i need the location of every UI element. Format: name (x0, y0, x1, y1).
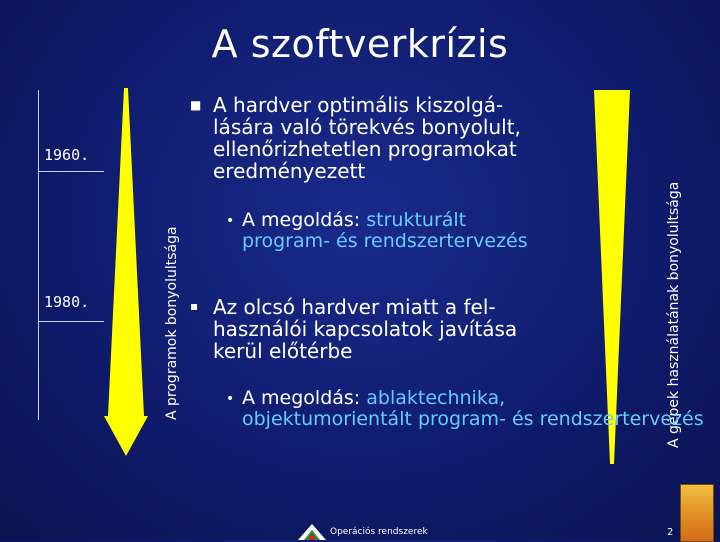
timeline-line (38, 90, 39, 420)
bullet-marker-square: ▪ (190, 299, 199, 313)
sub-bullet-2-prefix: A megoldás: (242, 387, 367, 409)
right-axis-label: A gépek használatának bonyolultsága (666, 181, 682, 448)
footer-text: Operációs rendszerek (330, 527, 428, 537)
bullet-2-text (213, 296, 517, 362)
bullet-1-line: lására való törekvés bonyolult, (213, 115, 521, 139)
bullet-1-line: ellenőrizhetetlen programokat (213, 137, 517, 161)
sub-bullet-2-line: és rendszertervezés (511, 408, 704, 430)
bullet-1-line: A hardver optimális kiszolgá- (213, 93, 504, 117)
sub-bullet-2-line: objektumorientált program- (242, 408, 506, 430)
bullet-2-line: használói kapcsolatok javítása (213, 317, 518, 341)
year-label-1980: 1980. (44, 293, 90, 311)
year-rule-1980 (38, 321, 104, 322)
bullet-2-line: Az olcsó hardver miatt a fel- (213, 295, 496, 319)
sub-bullet-2-text (242, 388, 704, 430)
bullet-1-line: eredményezett (213, 159, 366, 183)
sub-bullet-1-line: program- és (242, 230, 358, 252)
sub-bullet-2-highlight: ablaktechnika, (366, 387, 506, 409)
page-title: A szoftverkrízis (211, 22, 509, 66)
sub-bullet-1-line: rendszertervezés (363, 230, 528, 252)
sub-bullet-dot: • (226, 391, 235, 407)
sub-bullet-1-prefix: A megoldás: (242, 209, 367, 231)
left-axis-label: A programok bonyolultsága (164, 226, 180, 420)
footer-logo-icon (298, 522, 326, 540)
page-number: 2 (667, 527, 674, 538)
book-thumbnail (680, 484, 714, 542)
year-label-1960: 1960. (44, 146, 90, 164)
sub-bullet-dot: • (226, 213, 235, 229)
bullet-2-line: kerül előtérbe (213, 339, 353, 363)
sub-bullet-1-text (242, 210, 528, 252)
bullet-marker-square: ■ (190, 98, 202, 112)
bullet-1-text (213, 94, 521, 182)
sub-bullet-1-highlight: strukturált (366, 209, 467, 231)
left-complexity-arrow (104, 86, 148, 458)
year-rule-1960 (38, 171, 104, 172)
